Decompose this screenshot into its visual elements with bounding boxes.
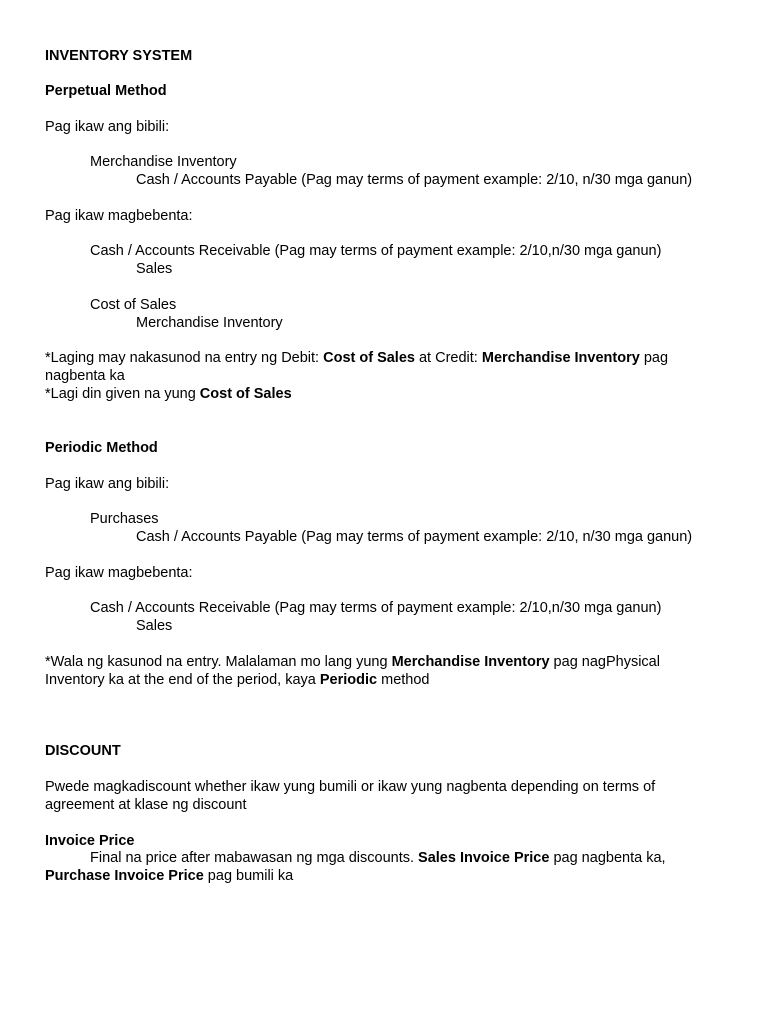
invoice-price-line-2: Purchase Invoice Price pag bumili ka [45,868,294,884]
perpetual-buy-credit: Cash / Accounts Payable (Pag may terms of payment example: 2/10, n/30 mga ganun) [136,172,693,188]
perpetual-sell-credit: Sales [136,261,173,277]
perpetual-note-2: *Lagi din given na yung Cost of Sales [45,386,292,402]
invoice-price-line-1: Final na price after mabawasan ng mga discounts. Sales Invoice Price pag nagbenta ka, [90,850,666,866]
invoice-price-heading: Invoice Price [45,833,135,849]
periodic-note-1: *Wala ng kasunod na entry. Malalaman mo lang yung Merchandise Inventory pag nagPhysical [45,654,660,670]
periodic-buy-credit: Cash / Accounts Payable (Pag may terms of payment example: 2/10, n/30 mga ganun) [136,529,693,545]
discount-paragraph-line-2: agreement at klase ng discount [45,797,247,813]
periodic-note-2: Inventory ka at the end of the period, kaya Periodic method [45,672,430,688]
periodic-heading: Periodic Method [45,440,158,456]
periodic-buy-debit: Purchases [90,511,159,527]
periodic-sell-label: Pag ikaw magbebenta: [45,565,193,581]
discount-paragraph-line-1: Pwede magkadiscount whether ikaw yung bumili or ikaw yung nagbenta depending on terms of [45,779,656,795]
periodic-sell-debit: Cash / Accounts Receivable (Pag may terms of payment example: 2/10,n/30 mga ganun) [90,600,662,616]
perpetual-heading: Perpetual Method [45,83,167,99]
perpetual-buy-debit: Merchandise Inventory [90,154,237,170]
periodic-buy-label: Pag ikaw ang bibili: [45,476,170,492]
perpetual-cos-credit: Merchandise Inventory [136,315,283,331]
perpetual-note-1-cont: nagbenta ka [45,368,125,384]
perpetual-cos-debit: Cost of Sales [90,297,177,313]
perpetual-sell-label: Pag ikaw magbebenta: [45,208,193,224]
discount-heading: DISCOUNT [45,743,121,759]
periodic-sell-credit: Sales [136,618,173,634]
perpetual-sell-debit: Cash / Accounts Receivable (Pag may terms of payment example: 2/10,n/30 mga ganun) [90,243,662,259]
perpetual-note-1: *Laging may nakasunod na entry ng Debit: Cost of Sales at Credit: Merchandise Inventory pag [45,350,669,366]
document-title: INVENTORY SYSTEM [45,48,193,64]
perpetual-buy-label: Pag ikaw ang bibili: [45,119,170,135]
